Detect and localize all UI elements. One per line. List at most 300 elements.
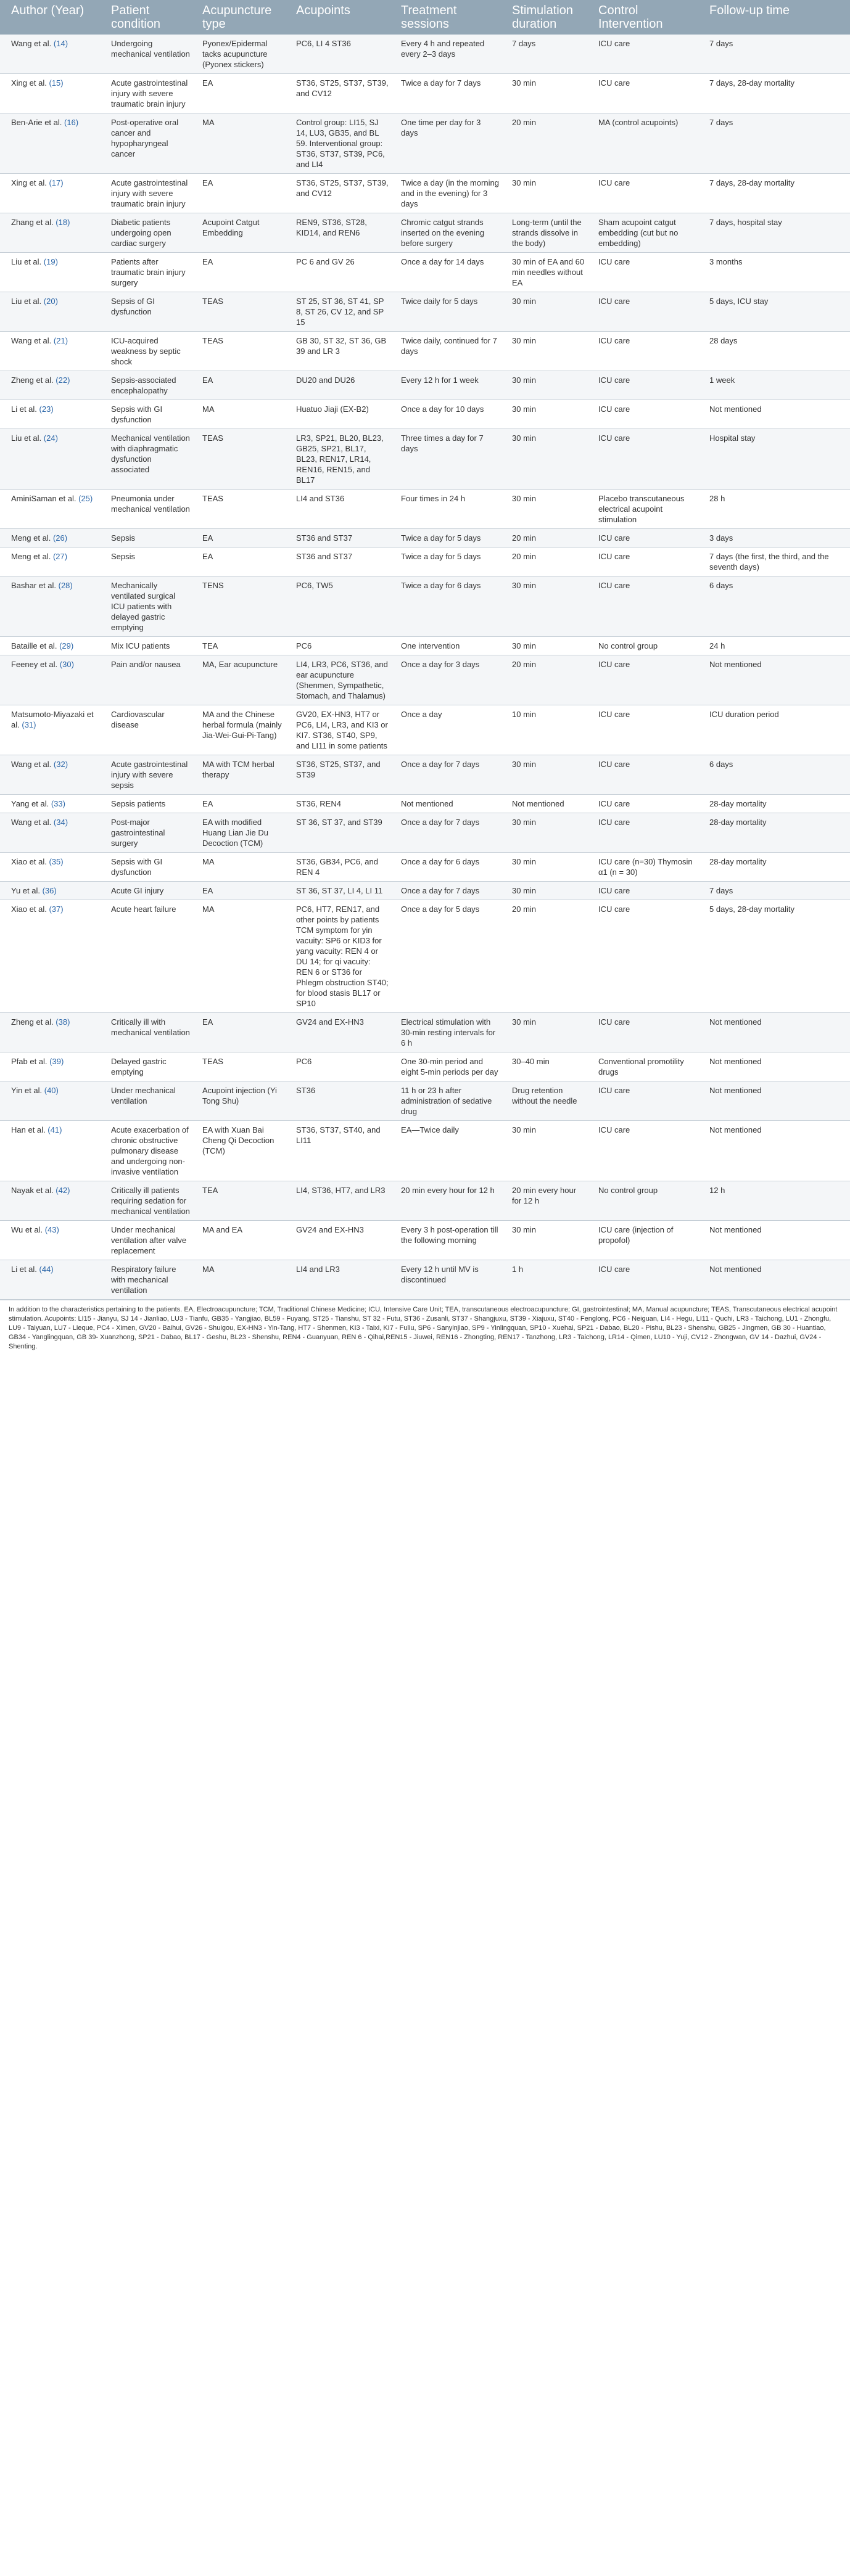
cell-follow-up-time: 28 h bbox=[703, 490, 850, 529]
author-name: Xing et al. bbox=[11, 178, 47, 187]
cell-follow-up-time: 28-day mortality bbox=[703, 795, 850, 813]
cell-author bbox=[0, 1260, 105, 1300]
author-name: Wang et al. bbox=[11, 336, 52, 345]
cell-acupuncture-type: TEAS bbox=[196, 490, 290, 529]
cell-acupuncture-type: EA bbox=[196, 1013, 290, 1052]
cell-follow-up-time: 7 days (the first, the third, and the seventh days) bbox=[703, 548, 850, 576]
reference-link[interactable]: (16) bbox=[64, 118, 79, 127]
cell-treatment-sessions: Every 4 h and repeated every 2–3 days bbox=[395, 35, 506, 74]
author-name: Liu et al. bbox=[11, 297, 42, 306]
reference-link[interactable]: (40) bbox=[44, 1086, 59, 1095]
author-name: Wang et al. bbox=[11, 818, 52, 827]
cell-stimulation-duration: 30 min bbox=[506, 292, 592, 332]
cell-follow-up-time: 7 days bbox=[703, 35, 850, 74]
cell-stimulation-duration: 30 min bbox=[506, 174, 592, 213]
cell-follow-up-time: 6 days bbox=[703, 576, 850, 637]
cell-follow-up-time: Hospital stay bbox=[703, 429, 850, 490]
cell-treatment-sessions: Four times in 24 h bbox=[395, 490, 506, 529]
cell-acupoints: ST36, REN4 bbox=[290, 795, 395, 813]
cell-treatment-sessions: Electrical stimulation with 30-min resting intervals for 6 h bbox=[395, 1013, 506, 1052]
cell-control-intervention: ICU care bbox=[592, 576, 703, 637]
cell-author bbox=[0, 882, 105, 900]
cell-acupoints: PC6, HT7, REN17, and other points by patients TCM symptom for yin vacuity: SP6 or KID3 for yang vacuity: REN 4 or DU 14; for qi vacuity: REN 6 or ST36 for Phlegm obstruction ST40; for blood stasis BL17 or SP10 bbox=[290, 900, 395, 1013]
cell-control-intervention: ICU care bbox=[592, 35, 703, 74]
cell-treatment-sessions: Twice daily for 5 days bbox=[395, 292, 506, 332]
cell-control-intervention: ICU care (injection of propofol) bbox=[592, 1221, 703, 1260]
author-name: Liu et al. bbox=[11, 433, 42, 443]
header-patient-condition: Patient condition bbox=[105, 0, 196, 35]
author-name: Yang et al. bbox=[11, 799, 49, 808]
header-stimulation-duration: Stimulation duration bbox=[506, 0, 592, 35]
table-row bbox=[0, 882, 850, 900]
cell-author bbox=[0, 1181, 105, 1221]
table-row bbox=[0, 113, 850, 174]
cell-follow-up-time: Not mentioned bbox=[703, 400, 850, 429]
cell-acupoints: PC6, LI 4 ST36 bbox=[290, 35, 395, 74]
cell-patient-condition: Sepsis bbox=[105, 548, 196, 576]
cell-follow-up-time: 28-day mortality bbox=[703, 813, 850, 853]
cell-follow-up-time: Not mentioned bbox=[703, 1052, 850, 1081]
cell-acupuncture-type: TENS bbox=[196, 576, 290, 637]
reference-link[interactable]: (25) bbox=[78, 494, 93, 503]
author-name: Feeney et al. bbox=[11, 660, 58, 669]
header-treatment-sessions: Treatment sessions bbox=[395, 0, 506, 35]
cell-treatment-sessions: Twice a day for 6 days bbox=[395, 576, 506, 637]
cell-patient-condition: Acute exacerbation of chronic obstructive pulmonary disease and undergoing non-invasive ventilation bbox=[105, 1121, 196, 1181]
cell-treatment-sessions: Twice a day for 7 days bbox=[395, 74, 506, 113]
cell-treatment-sessions: Once a day for 7 days bbox=[395, 882, 506, 900]
reference-link[interactable]: (15) bbox=[49, 78, 64, 88]
table-row bbox=[0, 400, 850, 429]
cell-author bbox=[0, 529, 105, 548]
table-row bbox=[0, 1121, 850, 1181]
cell-author bbox=[0, 1052, 105, 1081]
cell-follow-up-time: 7 days bbox=[703, 882, 850, 900]
cell-author bbox=[0, 1221, 105, 1260]
cell-stimulation-duration: 30 min bbox=[506, 429, 592, 490]
cell-patient-condition: Patients after traumatic brain injury surgery bbox=[105, 253, 196, 292]
table-row bbox=[0, 174, 850, 213]
cell-acupoints: ST 25, ST 36, ST 41, SP 8, ST 26, CV 12, and SP 15 bbox=[290, 292, 395, 332]
cell-treatment-sessions: Once a day for 5 days bbox=[395, 900, 506, 1013]
cell-acupoints: Huatuo Jiaji (EX-B2) bbox=[290, 400, 395, 429]
cell-stimulation-duration: 20 min every hour for 12 h bbox=[506, 1181, 592, 1221]
table-row bbox=[0, 253, 850, 292]
cell-acupoints: GB 30, ST 32, ST 36, GB 39 and LR 3 bbox=[290, 332, 395, 371]
cell-acupoints: ST36 bbox=[290, 1081, 395, 1121]
table-row bbox=[0, 74, 850, 113]
cell-stimulation-duration: 30 min bbox=[506, 1121, 592, 1181]
cell-patient-condition: Under mechanical ventilation bbox=[105, 1081, 196, 1121]
cell-acupuncture-type: MA and EA bbox=[196, 1221, 290, 1260]
header-control-intervention: Control Intervention bbox=[592, 0, 703, 35]
reference-link[interactable]: (18) bbox=[56, 218, 70, 227]
cell-stimulation-duration: 20 min bbox=[506, 113, 592, 174]
cell-follow-up-time: 7 days bbox=[703, 113, 850, 174]
cell-acupoints: ST36, ST25, ST37, ST39, and CV12 bbox=[290, 74, 395, 113]
table-row bbox=[0, 1013, 850, 1052]
cell-follow-up-time: 7 days, 28-day mortality bbox=[703, 174, 850, 213]
table-row bbox=[0, 332, 850, 371]
cell-follow-up-time: Not mentioned bbox=[703, 1081, 850, 1121]
reference-link[interactable]: (27) bbox=[52, 552, 68, 561]
cell-acupuncture-type: EA bbox=[196, 253, 290, 292]
table-row bbox=[0, 576, 850, 637]
cell-treatment-sessions: Once a day for 7 days bbox=[395, 755, 506, 795]
cell-patient-condition: Diabetic patients undergoing open cardiac surgery bbox=[105, 213, 196, 253]
author-name: Zhang et al. bbox=[11, 218, 54, 227]
author-name: Nayak et al. bbox=[11, 1186, 54, 1195]
cell-patient-condition: Post-operative oral cancer and hypopharyngeal cancer bbox=[105, 113, 196, 174]
header-acupuncture-type: Acupuncture type bbox=[196, 0, 290, 35]
cell-acupuncture-type: MA bbox=[196, 900, 290, 1013]
cell-control-intervention: Placebo transcutaneous electrical acupoint stimulation bbox=[592, 490, 703, 529]
reference-link[interactable]: (21) bbox=[53, 336, 68, 345]
cell-acupoints: REN9, ST36, ST28, KID14, and REN6 bbox=[290, 213, 395, 253]
reference-link[interactable]: (32) bbox=[53, 760, 68, 769]
reference-link[interactable]: (30) bbox=[59, 660, 74, 669]
author-name: Meng et al. bbox=[11, 533, 51, 543]
cell-acupoints: Control group: LI15, SJ 14, LU3, GB35, and BL 59. Interventional group: ST36, ST37, ST39, PC6, and LI4 bbox=[290, 113, 395, 174]
cell-acupoints: ST36, ST37, ST40, and LI11 bbox=[290, 1121, 395, 1181]
reference-link[interactable]: (43) bbox=[44, 1225, 59, 1234]
cell-patient-condition: Mechanical ventilation with diaphragmatic dysfunction associated bbox=[105, 429, 196, 490]
cell-follow-up-time: 12 h bbox=[703, 1181, 850, 1221]
table-row bbox=[0, 292, 850, 332]
reference-link[interactable]: (41) bbox=[47, 1125, 62, 1134]
cell-control-intervention: ICU care bbox=[592, 253, 703, 292]
cell-follow-up-time: Not mentioned bbox=[703, 1260, 850, 1300]
cell-treatment-sessions: 11 h or 23 h after administration of sedative drug bbox=[395, 1081, 506, 1121]
cell-follow-up-time: 3 days bbox=[703, 529, 850, 548]
cell-patient-condition: Acute gastrointestinal injury with severe sepsis bbox=[105, 755, 196, 795]
cell-author bbox=[0, 655, 105, 705]
cell-acupoints: LI4 and ST36 bbox=[290, 490, 395, 529]
table-row bbox=[0, 429, 850, 490]
reference-link[interactable]: (26) bbox=[52, 533, 68, 543]
cell-acupoints: ST36 and ST37 bbox=[290, 548, 395, 576]
cell-control-intervention: ICU care bbox=[592, 705, 703, 755]
cell-control-intervention: ICU care bbox=[592, 1013, 703, 1052]
cell-control-intervention: ICU care bbox=[592, 1081, 703, 1121]
reference-link[interactable]: (23) bbox=[39, 404, 54, 414]
table-row bbox=[0, 1260, 850, 1300]
cell-acupoints: ST36 and ST37 bbox=[290, 529, 395, 548]
cell-acupuncture-type: Pyonex/Epidermal tacks acupuncture (Pyonex stickers) bbox=[196, 35, 290, 74]
cell-stimulation-duration: Long-term (until the strands dissolve in the body) bbox=[506, 213, 592, 253]
table-row bbox=[0, 655, 850, 705]
table-row bbox=[0, 900, 850, 1013]
table-row bbox=[0, 371, 850, 400]
cell-treatment-sessions: Once a day for 7 days bbox=[395, 813, 506, 853]
cell-stimulation-duration: 30 min bbox=[506, 1013, 592, 1052]
reference-link[interactable]: (28) bbox=[58, 581, 73, 590]
cell-patient-condition: Mechanically ventilated surgical ICU patients with delayed gastric emptying bbox=[105, 576, 196, 637]
cell-stimulation-duration: 30 min bbox=[506, 853, 592, 882]
cell-patient-condition: Acute GI injury bbox=[105, 882, 196, 900]
cell-stimulation-duration: 30 min bbox=[506, 371, 592, 400]
cell-patient-condition: ICU-acquired weakness by septic shock bbox=[105, 332, 196, 371]
cell-treatment-sessions: Every 12 h for 1 week bbox=[395, 371, 506, 400]
cell-control-intervention: ICU care bbox=[592, 174, 703, 213]
cell-treatment-sessions: Every 3 h post-operation till the following morning bbox=[395, 1221, 506, 1260]
cell-follow-up-time: 3 months bbox=[703, 253, 850, 292]
cell-treatment-sessions: Not mentioned bbox=[395, 795, 506, 813]
cell-author bbox=[0, 292, 105, 332]
cell-patient-condition: Sepsis-associated encephalopathy bbox=[105, 371, 196, 400]
cell-acupuncture-type: MA bbox=[196, 853, 290, 882]
cell-author bbox=[0, 755, 105, 795]
cell-author bbox=[0, 548, 105, 576]
cell-author bbox=[0, 213, 105, 253]
cell-stimulation-duration: 30–40 min bbox=[506, 1052, 592, 1081]
cell-stimulation-duration: 20 min bbox=[506, 529, 592, 548]
cell-stimulation-duration: Drug retention without the needle bbox=[506, 1081, 592, 1121]
cell-control-intervention: ICU care bbox=[592, 1260, 703, 1300]
cell-follow-up-time: Not mentioned bbox=[703, 655, 850, 705]
cell-stimulation-duration: 1 h bbox=[506, 1260, 592, 1300]
cell-treatment-sessions: EA—Twice daily bbox=[395, 1121, 506, 1181]
table-row bbox=[0, 1181, 850, 1221]
cell-author bbox=[0, 637, 105, 655]
reference-link[interactable]: (29) bbox=[59, 641, 74, 650]
cell-acupoints: ST36, GB34, PC6, and REN 4 bbox=[290, 853, 395, 882]
cell-treatment-sessions: Once a day for 14 days bbox=[395, 253, 506, 292]
table-row bbox=[0, 1081, 850, 1121]
cell-patient-condition: Acute gastrointestinal injury with severe traumatic brain injury bbox=[105, 174, 196, 213]
reference-link[interactable]: (19) bbox=[43, 257, 58, 266]
cell-acupoints: ST 36, ST 37, and ST39 bbox=[290, 813, 395, 853]
author-name: Xiao et al. bbox=[11, 904, 47, 914]
cell-acupuncture-type: EA bbox=[196, 529, 290, 548]
author-name: Ben-Arie et al. bbox=[11, 118, 62, 127]
cell-treatment-sessions: One time per day for 3 days bbox=[395, 113, 506, 174]
reference-link[interactable]: (14) bbox=[53, 39, 68, 48]
cell-acupuncture-type: TEAS bbox=[196, 292, 290, 332]
cell-stimulation-duration: 30 min bbox=[506, 882, 592, 900]
cell-author bbox=[0, 1121, 105, 1181]
cell-control-intervention: ICU care (n=30) Thymosin α1 (n = 30) bbox=[592, 853, 703, 882]
cell-acupoints: ST36, ST25, ST37, and ST39 bbox=[290, 755, 395, 795]
cell-control-intervention: ICU care bbox=[592, 371, 703, 400]
cell-treatment-sessions: Twice a day for 5 days bbox=[395, 548, 506, 576]
cell-treatment-sessions: Every 12 h until MV is discontinued bbox=[395, 1260, 506, 1300]
cell-patient-condition: Post-major gastrointestinal surgery bbox=[105, 813, 196, 853]
table-row bbox=[0, 213, 850, 253]
author-name: Meng et al. bbox=[11, 552, 51, 561]
reference-link[interactable]: (33) bbox=[51, 799, 65, 808]
cell-follow-up-time: Not mentioned bbox=[703, 1121, 850, 1181]
author-name: Yin et al. bbox=[11, 1086, 43, 1095]
reference-link[interactable]: (39) bbox=[49, 1057, 64, 1066]
cell-acupuncture-type: EA bbox=[196, 371, 290, 400]
cell-patient-condition: Sepsis bbox=[105, 529, 196, 548]
cell-patient-condition: Sepsis with GI dysfunction bbox=[105, 400, 196, 429]
author-name: Li et al. bbox=[11, 1265, 37, 1274]
cell-stimulation-duration: 30 min bbox=[506, 813, 592, 853]
cell-stimulation-duration: 30 min bbox=[506, 400, 592, 429]
table-row bbox=[0, 813, 850, 853]
cell-control-intervention: ICU care bbox=[592, 548, 703, 576]
author-name: Pfab et al. bbox=[11, 1057, 47, 1066]
cell-stimulation-duration: 30 min bbox=[506, 637, 592, 655]
cell-patient-condition: Acute heart failure bbox=[105, 900, 196, 1013]
reference-link[interactable]: (37) bbox=[49, 904, 64, 914]
cell-author bbox=[0, 429, 105, 490]
author-name: AminiSaman et al. bbox=[11, 494, 76, 503]
cell-acupoints: LI4, LR3, PC6, ST36, and ear acupuncture (Shenmen, Sympathetic, Stomach, and Thalamus) bbox=[290, 655, 395, 705]
cell-stimulation-duration: 30 min of EA and 60 min needles without EA bbox=[506, 253, 592, 292]
cell-author bbox=[0, 795, 105, 813]
cell-patient-condition: Critically ill patients requiring sedation for mechanical ventilation bbox=[105, 1181, 196, 1221]
cell-patient-condition: Acute gastrointestinal injury with severe traumatic brain injury bbox=[105, 74, 196, 113]
cell-author bbox=[0, 74, 105, 113]
reference-link[interactable]: (24) bbox=[43, 433, 58, 443]
header-acupoints: Acupoints bbox=[290, 0, 395, 35]
reference-link[interactable]: (31) bbox=[22, 720, 36, 729]
cell-control-intervention: ICU care bbox=[592, 795, 703, 813]
cell-treatment-sessions: Once a day for 10 days bbox=[395, 400, 506, 429]
cell-control-intervention: No control group bbox=[592, 1181, 703, 1221]
cell-acupuncture-type: MA bbox=[196, 113, 290, 174]
cell-treatment-sessions: Twice a day (in the morning and in the evening) for 3 days bbox=[395, 174, 506, 213]
cell-treatment-sessions: Once a day for 6 days bbox=[395, 853, 506, 882]
cell-acupuncture-type: TEAS bbox=[196, 1052, 290, 1081]
cell-acupoints: GV20, EX-HN3, HT7 or PC6, LI4, LR3, and KI3 or KI7. ST36, ST40, SP9, and LI11 in some patients bbox=[290, 705, 395, 755]
cell-follow-up-time: 1 week bbox=[703, 371, 850, 400]
cell-patient-condition: Pneumonia under mechanical ventilation bbox=[105, 490, 196, 529]
cell-author bbox=[0, 576, 105, 637]
table-body bbox=[0, 35, 850, 1300]
cell-patient-condition: Under mechanical ventilation after valve replacement bbox=[105, 1221, 196, 1260]
table-footnote: In addition to the characteristics pertaining to the patients. EA, Electroacupuncture; TCM, Traditional Chinese Medicine; ICU, Intensive Care Unit; TEA, transcutaneous electroacupuncture; GI, gastrointestinal; MA, Manual acupuncture; TEAS, Transcutaneous electrical acupoint stimulation. Acupoints: LI15 - Jianyu, SJ 14 - Jianliao, LU3 - Tianfu, GB35 - Yangjiao, BL59 - Fuyang, ST25 - Tianshu, ST 32 - Futu, ST36 - Zusanli, ST37 - Shangjuxu, ST39 - Xiajuxu, ST40 - Fenglong, PC6 - Neiguan, LI4 - Hegu, LI11 - Quchi, LR3 - Taichong, LU1 - Zhongfu, LU9 - Taiyuan, LU7 - Lieque, PC4 - Ximen, GV20 - Baihui, GV26 - Shuigou, EX-HN3 - Yin-Tang, HT7 - Shenmen, KI3 - Taixi, KI7 - Fuliu, SP6 - Sanyinjiao, SP9 - Yinlingquan, SP10 - Xuehai, SP21 - Dabao, BL20 - Pishu, BL23 - Shenshu, GB25 - Jingmen, GB 30 - Huantiao, GB34 - Yanglingquan, GB 39- Xuanzhong, SP21 - Dabao, BL17 - Geshu, BL23 - Shenshu, REN4 - Guanyuan, REN 6 - Qihai,REN15 - Jiuwei, REN16 - Zhongting, REN17 - Tanzhong, LR3 - Taichong, LR14 - Qimen, LU10 - Yuji, CV12 - Zhongwan, GV 14 - Dazhui, GV24 - Shenting. bbox=[0, 1300, 850, 1356]
reference-link[interactable]: (35) bbox=[49, 857, 64, 866]
cell-control-intervention: ICU care bbox=[592, 900, 703, 1013]
cell-patient-condition: Respiratory failure with mechanical ventilation bbox=[105, 1260, 196, 1300]
cell-treatment-sessions: Twice a day for 5 days bbox=[395, 529, 506, 548]
cell-acupuncture-type: MA with TCM herbal therapy bbox=[196, 755, 290, 795]
cell-control-intervention: ICU care bbox=[592, 292, 703, 332]
cell-stimulation-duration: 30 min bbox=[506, 332, 592, 371]
cell-acupuncture-type: EA bbox=[196, 795, 290, 813]
cell-follow-up-time: 7 days, hospital stay bbox=[703, 213, 850, 253]
cell-author bbox=[0, 400, 105, 429]
table-row bbox=[0, 637, 850, 655]
author-name: Liu et al. bbox=[11, 257, 42, 266]
cell-author bbox=[0, 813, 105, 853]
cell-author bbox=[0, 1013, 105, 1052]
cell-acupuncture-type: EA bbox=[196, 74, 290, 113]
cell-control-intervention: Conventional promotility drugs bbox=[592, 1052, 703, 1081]
reference-link[interactable]: (36) bbox=[42, 886, 57, 895]
author-name: Xiao et al. bbox=[11, 857, 47, 866]
author-name: Zheng et al. bbox=[11, 375, 54, 385]
cell-acupuncture-type: TEA bbox=[196, 637, 290, 655]
cell-author bbox=[0, 35, 105, 74]
cell-stimulation-duration: 20 min bbox=[506, 655, 592, 705]
table-row bbox=[0, 490, 850, 529]
cell-stimulation-duration: 20 min bbox=[506, 548, 592, 576]
cell-control-intervention: ICU care bbox=[592, 882, 703, 900]
cell-acupoints: GV24 and EX-HN3 bbox=[290, 1013, 395, 1052]
cell-stimulation-duration: 30 min bbox=[506, 74, 592, 113]
author-name: Zheng et al. bbox=[11, 1017, 54, 1027]
author-name: Xing et al. bbox=[11, 78, 47, 88]
table-row bbox=[0, 529, 850, 548]
cell-acupoints: PC6, TW5 bbox=[290, 576, 395, 637]
cell-acupuncture-type: EA with modified Huang Lian Jie Du Decoction (TCM) bbox=[196, 813, 290, 853]
cell-control-intervention: ICU care bbox=[592, 813, 703, 853]
cell-acupuncture-type: MA bbox=[196, 400, 290, 429]
author-name: Wang et al. bbox=[11, 39, 52, 48]
cell-acupoints: GV24 and EX-HN3 bbox=[290, 1221, 395, 1260]
cell-acupoints: LR3, SP21, BL20, BL23, GB25, SP21, BL17, BL23, REN17, LR14, REN16, REN15, and BL17 bbox=[290, 429, 395, 490]
author-name: Matsumoto-Miyazaki et al. bbox=[11, 710, 94, 729]
cell-follow-up-time: Not mentioned bbox=[703, 1013, 850, 1052]
cell-acupuncture-type: MA and the Chinese herbal formula (mainly Jia-Wei-Gui-Pi-Tang) bbox=[196, 705, 290, 755]
cell-control-intervention: ICU care bbox=[592, 429, 703, 490]
reference-link[interactable]: (20) bbox=[43, 297, 58, 306]
cell-follow-up-time: 7 days, 28-day mortality bbox=[703, 74, 850, 113]
author-name: Wang et al. bbox=[11, 760, 52, 769]
cell-stimulation-duration: Not mentioned bbox=[506, 795, 592, 813]
cell-patient-condition: Mix ICU patients bbox=[105, 637, 196, 655]
reference-link[interactable]: (42) bbox=[56, 1186, 70, 1195]
cell-acupoints: ST36, ST25, ST37, ST39, and CV12 bbox=[290, 174, 395, 213]
cell-author bbox=[0, 853, 105, 882]
cell-patient-condition: Sepsis patients bbox=[105, 795, 196, 813]
cell-acupoints: PC6 bbox=[290, 637, 395, 655]
cell-acupuncture-type: MA bbox=[196, 1260, 290, 1300]
cell-patient-condition: Sepsis of GI dysfunction bbox=[105, 292, 196, 332]
cell-acupoints: ST 36, ST 37, LI 4, LI 11 bbox=[290, 882, 395, 900]
table-row bbox=[0, 795, 850, 813]
cell-stimulation-duration: 20 min bbox=[506, 900, 592, 1013]
reference-link[interactable]: (17) bbox=[49, 178, 64, 187]
header-author: Author (Year) bbox=[0, 0, 105, 35]
cell-treatment-sessions: Three times a day for 7 days bbox=[395, 429, 506, 490]
reference-link[interactable]: (38) bbox=[56, 1017, 70, 1027]
cell-follow-up-time: ICU duration period bbox=[703, 705, 850, 755]
author-name: Yu et al. bbox=[11, 886, 40, 895]
cell-acupuncture-type: TEAS bbox=[196, 429, 290, 490]
table-row bbox=[0, 35, 850, 74]
cell-control-intervention: ICU care bbox=[592, 1121, 703, 1181]
cell-follow-up-time: 28-day mortality bbox=[703, 853, 850, 882]
cell-author bbox=[0, 253, 105, 292]
cell-control-intervention: ICU care bbox=[592, 655, 703, 705]
cell-author bbox=[0, 332, 105, 371]
reference-link[interactable]: (22) bbox=[56, 375, 70, 385]
cell-follow-up-time: 28 days bbox=[703, 332, 850, 371]
cell-acupuncture-type: EA bbox=[196, 882, 290, 900]
cell-control-intervention: MA (control acupoints) bbox=[592, 113, 703, 174]
cell-acupuncture-type: MA, Ear acupuncture bbox=[196, 655, 290, 705]
author-name: Wu et al. bbox=[11, 1225, 43, 1234]
cell-stimulation-duration: 30 min bbox=[506, 1221, 592, 1260]
cell-control-intervention: ICU care bbox=[592, 529, 703, 548]
cell-author bbox=[0, 1081, 105, 1121]
header-row bbox=[0, 0, 850, 35]
cell-treatment-sessions: Chromic catgut strands inserted on the evening before surgery bbox=[395, 213, 506, 253]
author-name: Han et al. bbox=[11, 1125, 46, 1134]
cell-stimulation-duration: 7 days bbox=[506, 35, 592, 74]
cell-patient-condition: Delayed gastric emptying bbox=[105, 1052, 196, 1081]
cell-treatment-sessions: Twice daily, continued for 7 days bbox=[395, 332, 506, 371]
reference-link[interactable]: (34) bbox=[53, 818, 68, 827]
cell-acupuncture-type: EA bbox=[196, 548, 290, 576]
reference-link[interactable]: (44) bbox=[39, 1265, 54, 1274]
